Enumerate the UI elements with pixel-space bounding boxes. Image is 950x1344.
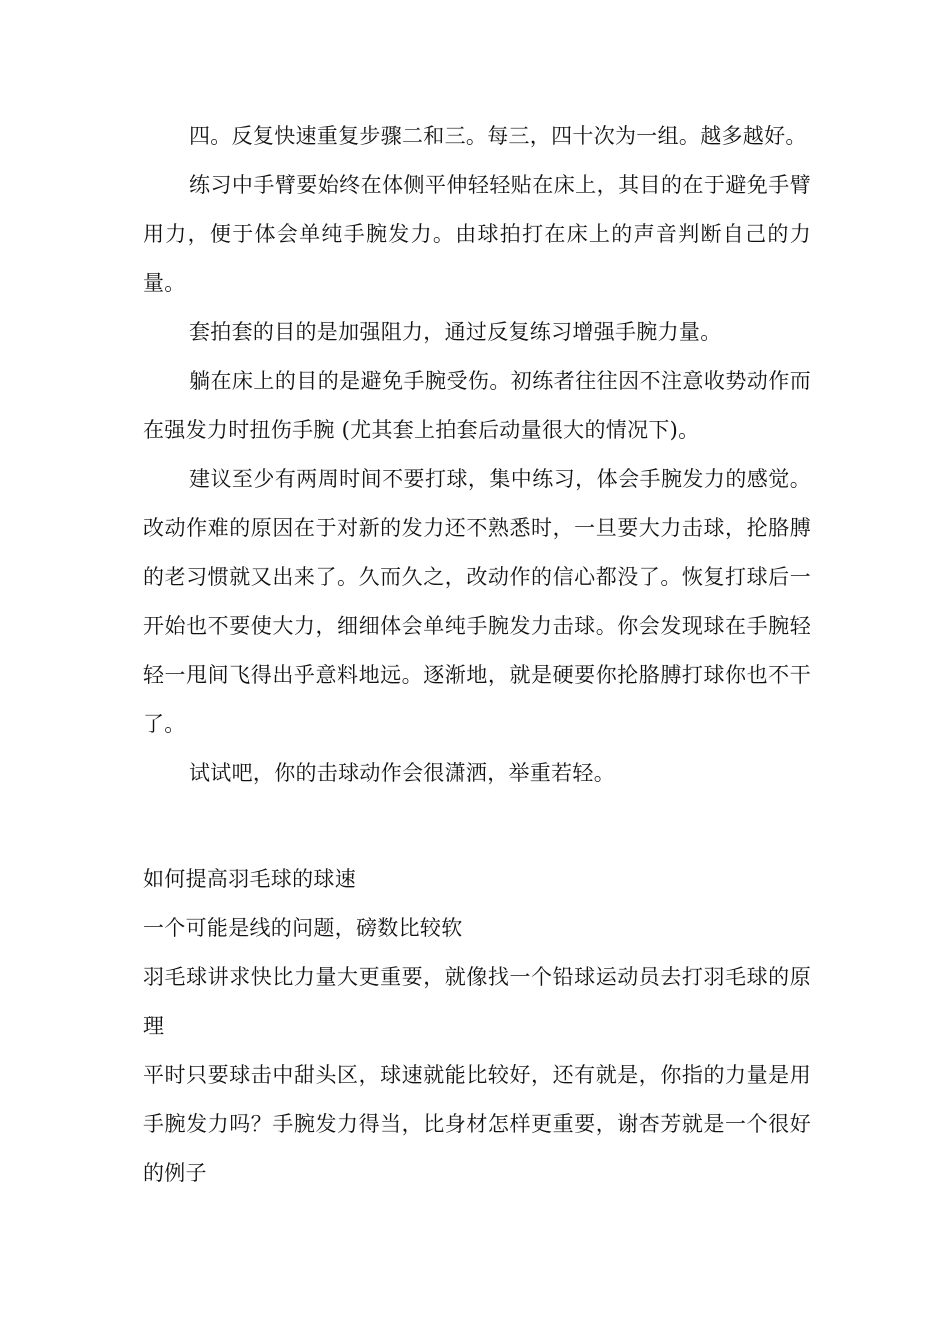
paragraph-conclusion: 试试吧，你的击球动作会很潇洒，举重若轻。 (189, 761, 615, 785)
paragraph-racket-cover: 套拍套的目的是加强阻力，通过反复练习增强手腕力量。 (189, 320, 722, 344)
paragraph-lying-purpose: 躺在床上的目的是避免手腕受伤。初练者往往因不注意收势动作而在强发力时扭伤手腕 (尤其套上拍套后动量很大的情况下)。 (143, 369, 811, 442)
shuttle-speed-section (143, 855, 811, 1198)
answer-line-speed-vs-power: 羽毛球讲求快比力量大更重要，就像找一个铅球运动员去打羽毛球的原理 (143, 965, 811, 1038)
paragraph-arm-position: 练习中手臂要始终在体侧平伸轻轻贴在床上，其目的在于避免手臂用力，便于体会单纯手腕发力。由球拍打在床上的声音判断自己的力量。 (143, 173, 811, 295)
answer-line-sweet-spot: 平时只要球击中甜头区，球速就能比较好，还有就是，你指的力量是用手腕发力吗？手腕发力得当，比身材怎样更重要，谢杏芳就是一个很好的例子 (143, 1063, 811, 1185)
paragraph-practice-advice: 建议至少有两周时间不要打球，集中练习，体会手腕发力的感觉。改动作难的原因在于对新的发力还不熟悉时，一旦要大力击球，抡胳膊的老习惯就又出来了。久而久之，改动作的信心都没了。恢复打球后一开始也不要使大力，细细体会单纯手腕发力击球。你会发现球在手腕轻轻一甩间飞得出乎意料地远。逐渐地，就是硬要你抡胳膊打球你也不干了。 (143, 467, 811, 736)
answer-line-string-tension: 一个可能是线的问题，磅数比较软 (143, 916, 463, 940)
section-title: 如何提高羽毛球的球速 (143, 867, 356, 891)
training-notes-section (143, 112, 811, 798)
paragraph-step-four: 四。反复快速重复步骤二和三。每三，四十次为一组。越多越好。 (189, 124, 807, 148)
